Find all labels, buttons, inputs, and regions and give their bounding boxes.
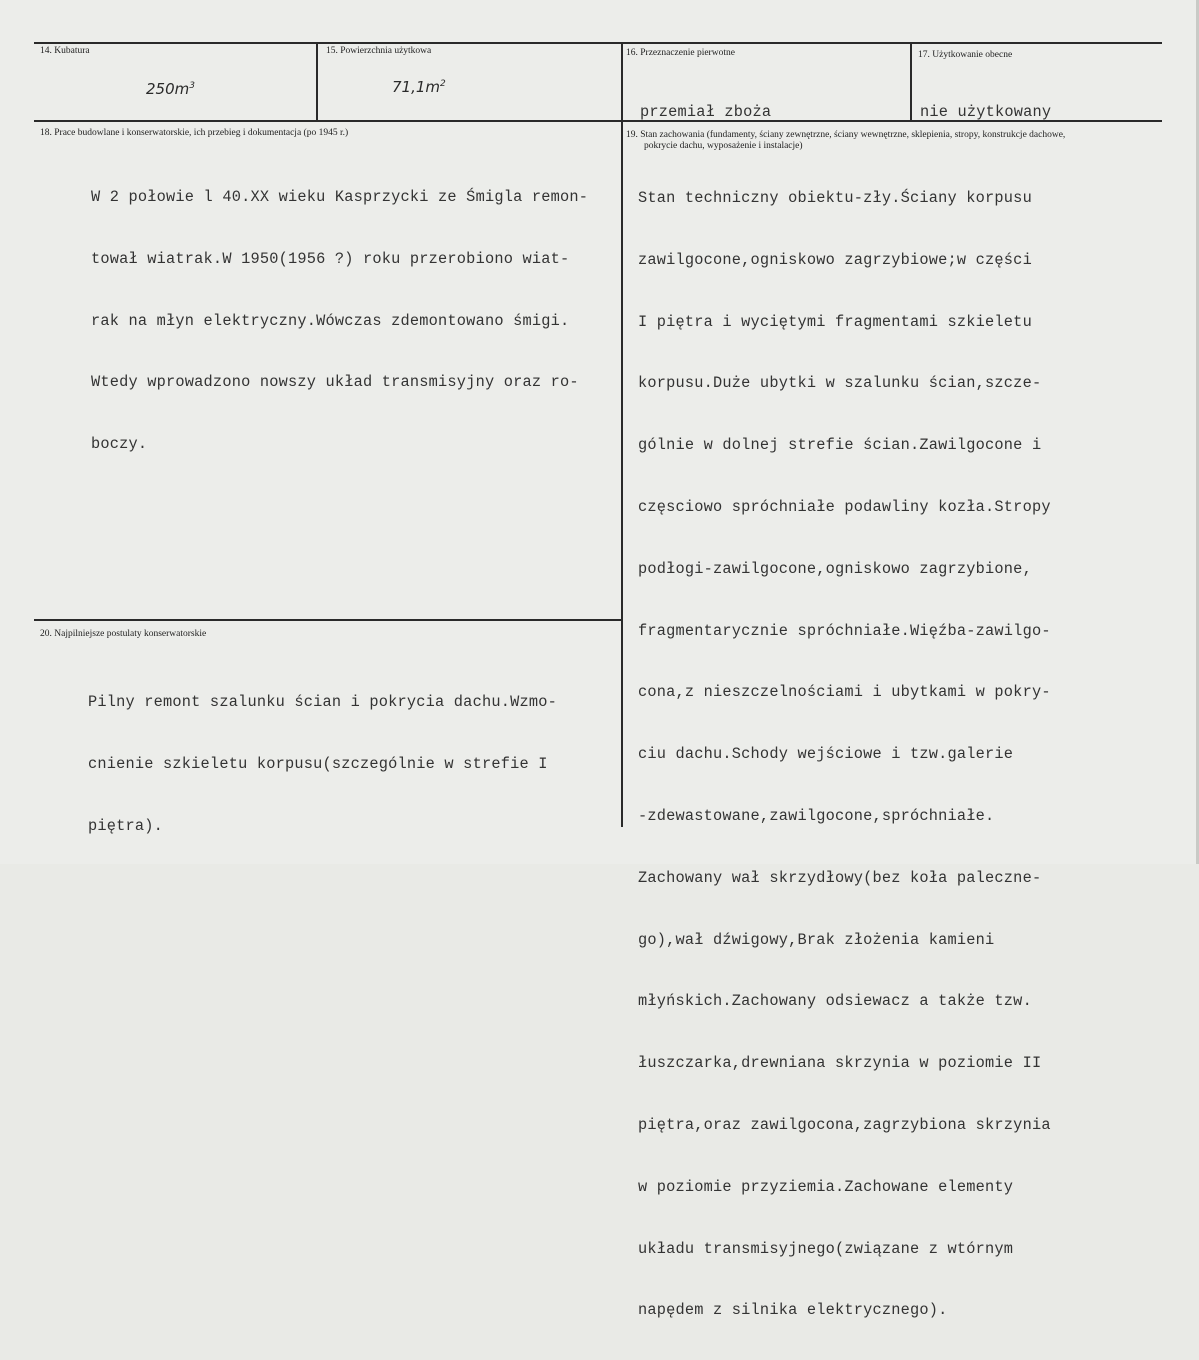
field-18-label: 18. Prace budowlane i konserwatorskie, ich przebieg i dokumentacja (po 1945 r.) bbox=[40, 128, 349, 138]
field-15-label: 15. Powierzchnia użytkowa bbox=[326, 46, 432, 56]
field-16-value: przemiał zboża bbox=[640, 103, 772, 121]
text-line: gólnie w dolnej strefie ścian.Zawilgocone i bbox=[638, 436, 1042, 455]
field-18-text bbox=[91, 149, 588, 494]
vertical-rule-a bbox=[316, 42, 318, 122]
text-line: Wtedy wprowadzono nowszy układ transmisyjny oraz ro- bbox=[91, 373, 579, 392]
text-line: Zachowany wał skrzydłowy(bez koła paleczne- bbox=[638, 868, 1042, 887]
text-line: korpusu.Duże ubytki w szalunku ścian,szcze- bbox=[638, 374, 1042, 393]
text-line: rak na młyn elektryczny.Wówczas zdemontowano śmigi. bbox=[91, 311, 570, 330]
text-line: go),wał dźwigowy,Brak złożenia kamieni bbox=[638, 930, 995, 949]
text-line: podłogi-zawilgocone,ogniskowo zagrzybione, bbox=[638, 559, 1032, 578]
text-line: Stan techniczny obiektu-zły.Ściany korpusu bbox=[638, 189, 1032, 207]
vertical-rule-b bbox=[621, 42, 623, 827]
text-line: młyńskich.Zachowany odsiewacz a także tzw. bbox=[638, 992, 1032, 1011]
text-line: fragmentarycznie spróchniałe.Więźba-zawilgo- bbox=[638, 621, 1051, 640]
field-17-value: nie użytkowany bbox=[920, 103, 1052, 121]
area-number: 71,1 bbox=[392, 78, 426, 96]
field-20-label: 20. Najpilniejsze postulaty konserwatorskie bbox=[40, 629, 207, 639]
field-15-value bbox=[392, 78, 446, 96]
text-line: piętra,oraz zawilgocona,zagrzybiona skrzynia bbox=[638, 1115, 1051, 1134]
text-line: piętra). bbox=[88, 816, 164, 835]
text-line: tował wiatrak.W 1950(1956 ?) roku przerobiono wiat- bbox=[91, 249, 570, 268]
text-line: układu transmisyjnego(związane z wtórnym bbox=[638, 1239, 1014, 1258]
text-line: ciu dachu.Schody wejściowe i tzw.galerie bbox=[638, 745, 1014, 764]
text-line: I piętra i wyciętymi fragmentami szkieletu bbox=[638, 312, 1032, 331]
text-line: w poziomie przyziemia.Zachowane elementy bbox=[638, 1177, 1014, 1196]
field-19-label bbox=[626, 130, 1156, 152]
top-rule bbox=[34, 42, 1162, 44]
text-line: -zdewastowane,zawilgocone,spróchniałe. bbox=[638, 806, 995, 825]
area-exponent: 2 bbox=[440, 79, 446, 89]
text-line: napędem z silnika elektrycznego). bbox=[638, 1301, 948, 1320]
text-line: Pilny remont szalunku ścian i pokrycia dachu.Wzmo- bbox=[88, 693, 557, 711]
text-line: zawilgocone,ogniskowo zagrzybiowe;w części bbox=[638, 250, 1032, 269]
text-line: cnienie szkieletu korpusu(szczególnie w strefie I bbox=[88, 754, 548, 773]
section-divider bbox=[34, 619, 622, 621]
text-line: częsciowo spróchniałe podawliny kozła.Stropy bbox=[638, 497, 1051, 516]
field-14-label: 14. Kubatura bbox=[40, 46, 90, 56]
text-line: cona,z nieszczelnościami i ubytkami w pokry- bbox=[638, 683, 1051, 702]
area-unit: m bbox=[425, 78, 441, 96]
field-19-label-line2: pokrycie dachu, wyposażenie i instalacje) bbox=[644, 141, 803, 151]
text-line: łuszczarka,drewniana skrzynia w poziomie II bbox=[638, 1054, 1042, 1073]
field-19-label-line1: 19. Stan zachowania (fundamenty, ściany zewnętrzne, ściany wewnętrzne, sklepienia, stropy, konstrukcje dachowe, bbox=[626, 130, 1066, 140]
text-line: W 2 połowie l 40.XX wieku Kasprzycki ze Śmigla remon- bbox=[91, 188, 589, 206]
kubatura-exponent: 3 bbox=[189, 81, 195, 91]
text-line: boczy. bbox=[91, 435, 148, 454]
field-17-label: 17. Użytkowanie obecne bbox=[918, 50, 1013, 60]
vertical-rule-c bbox=[910, 42, 912, 122]
kubatura-number: 250 bbox=[146, 80, 175, 98]
field-14-value bbox=[146, 80, 195, 98]
field-20-text bbox=[88, 654, 557, 875]
kubatura-unit: m bbox=[174, 80, 190, 98]
field-16-label: 16. Przeznaczenie pierwotne bbox=[626, 48, 735, 58]
field-19-text bbox=[638, 150, 1051, 1360]
